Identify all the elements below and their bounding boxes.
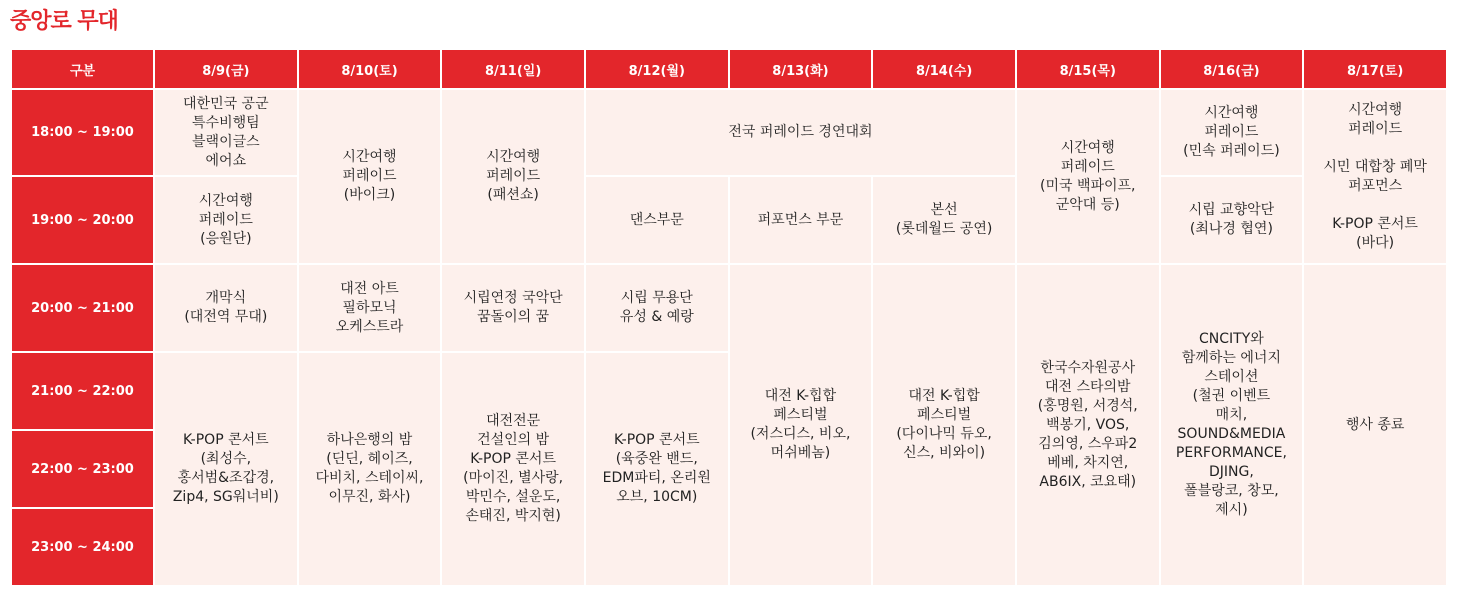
page-title: 중앙로 무대 bbox=[10, 9, 118, 34]
date-header: 8/10(토) bbox=[298, 49, 442, 89]
schedule-cell: 시간여행 퍼레이드 (패션쇼) bbox=[441, 89, 585, 264]
date-header: 8/14(수) bbox=[872, 49, 1016, 89]
schedule-cell: 대전 아트 필하모닉 오케스트라 bbox=[298, 264, 442, 352]
date-header: 8/12(월) bbox=[585, 49, 729, 89]
schedule-cell: 대전 K-힙합 페스티벌 (저스디스, 비오, 머쉬베놈) bbox=[729, 264, 873, 586]
time-slot: 23:00 ~ 24:00 bbox=[11, 508, 154, 586]
time-slot: 18:00 ~ 19:00 bbox=[11, 89, 154, 176]
table-row bbox=[11, 89, 1447, 176]
date-header: 8/9(금) bbox=[154, 49, 298, 89]
schedule-cell: 시간여행 퍼레이드 시민 대합창 폐막 퍼포먼스 K-POP 콘서트 (바다) bbox=[1303, 89, 1447, 264]
header-row bbox=[11, 49, 1447, 89]
date-header: 8/16(금) bbox=[1160, 49, 1304, 89]
schedule-cell: 댄스부문 bbox=[585, 176, 729, 264]
schedule-cell: 행사 종료 bbox=[1303, 264, 1447, 586]
schedule-cell: CNCITY와 함께하는 에너지 스테이션 (철권 이벤트 매치, SOUND&MEDIA PERFORMANCE, DJING, 폴블랑코, 창모, 제시) bbox=[1160, 264, 1304, 586]
schedule-cell: 대한민국 공군 특수비행팀 블랙이글스 에어쇼 bbox=[154, 89, 298, 176]
time-slot: 22:00 ~ 23:00 bbox=[11, 430, 154, 508]
date-header: 8/17(토) bbox=[1303, 49, 1447, 89]
schedule-cell: K-POP 콘서트 (최성수, 홍서범&조갑경, Zip4, SG워너비) bbox=[154, 352, 298, 586]
time-slot: 20:00 ~ 21:00 bbox=[11, 264, 154, 352]
schedule-cell: 시간여행 퍼레이드 (미국 백파이프, 군악대 등) bbox=[1016, 89, 1160, 264]
schedule-table bbox=[10, 48, 1448, 587]
schedule-cell: 시립연정 국악단 꿈돌이의 꿈 bbox=[441, 264, 585, 352]
corner-header: 구분 bbox=[11, 49, 154, 89]
time-slot: 21:00 ~ 22:00 bbox=[11, 352, 154, 430]
schedule-cell: 시립 교향악단 (최나경 협연) bbox=[1160, 176, 1304, 264]
date-header: 8/13(화) bbox=[729, 49, 873, 89]
schedule-cell: 한국수자원공사 대전 스타의밤 (홍명원, 서경석, 백봉기, VOS, 김의영, 스우파2 베베, 차지연, AB6IX, 코요태) bbox=[1016, 264, 1160, 586]
schedule-cell: 시간여행 퍼레이드 (응원단) bbox=[154, 176, 298, 264]
date-header: 8/15(목) bbox=[1016, 49, 1160, 89]
schedule-cell: 하나은행의 밤 (딘딘, 헤이즈, 다비치, 스테이씨, 이무진, 화사) bbox=[298, 352, 442, 586]
schedule-cell: K-POP 콘서트 (육중완 밴드, EDM파티, 온리원 오브, 10CM) bbox=[585, 352, 729, 586]
schedule-cell: 퍼포먼스 부문 bbox=[729, 176, 873, 264]
table-row bbox=[11, 264, 1447, 352]
schedule-cell: 전국 퍼레이드 경연대회 bbox=[585, 89, 1016, 176]
table-row bbox=[11, 176, 1447, 264]
schedule-cell: 대전전문 건설인의 밤 K-POP 콘서트 (마이진, 별사랑, 박민수, 설운도, 손태진, 박지현) bbox=[441, 352, 585, 586]
schedule-cell: 대전 K-힙합 페스티벌 (다이나믹 듀오, 신스, 비와이) bbox=[872, 264, 1016, 586]
schedule-cell: 개막식 (대전역 무대) bbox=[154, 264, 298, 352]
date-header: 8/11(일) bbox=[441, 49, 585, 89]
schedule-cell: 본선 (롯데월드 공연) bbox=[872, 176, 1016, 264]
time-slot: 19:00 ~ 20:00 bbox=[11, 176, 154, 264]
schedule-cell: 시간여행 퍼레이드 (민속 퍼레이드) bbox=[1160, 89, 1304, 176]
schedule-cell: 시간여행 퍼레이드 (바이크) bbox=[298, 89, 442, 264]
schedule-cell: 시립 무용단 유성 & 예랑 bbox=[585, 264, 729, 352]
